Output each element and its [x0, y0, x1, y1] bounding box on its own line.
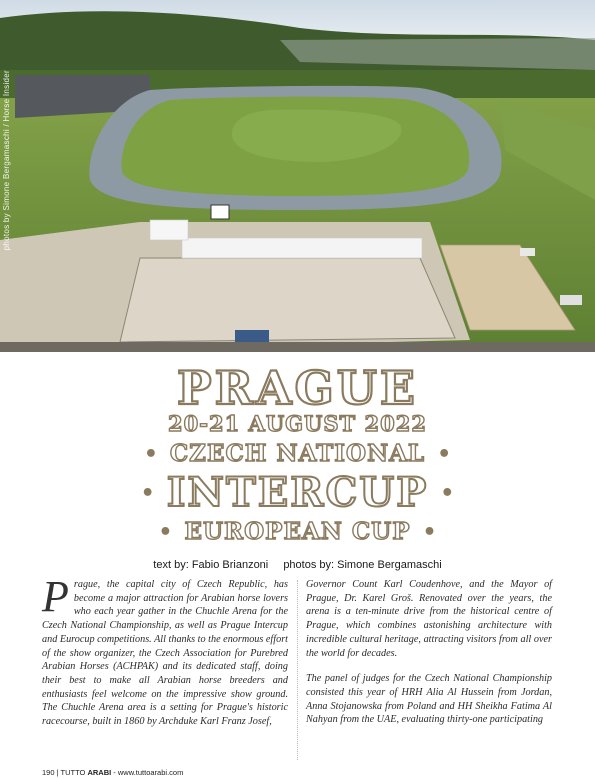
fence-bottom: [0, 342, 595, 352]
event-line-3: [0, 514, 595, 550]
truck: [520, 248, 535, 256]
show-arena: [120, 258, 455, 342]
page-footer: [42, 768, 183, 777]
bullet: •: [143, 441, 158, 467]
scoreboard: [211, 205, 229, 219]
bullet: •: [422, 519, 437, 545]
photos-credit: photos by: Simone Bergamaschi: [283, 559, 442, 571]
article-paragraph: Governor Count Karl Coudenhove, and the Mayor of Prague, Dr. Karel Groš. Renovated over the years, the arena is a ten-minute drive from the historical centre of Prague, which combines astonishing architecture with incredible cultural heritage, attracting visitors from all over the world for decades.: [306, 579, 552, 659]
magazine-brand: ARABI: [87, 768, 112, 777]
headline-city: PRAGUE: [177, 361, 418, 415]
article-column-right: [306, 578, 552, 739]
bullet: •: [158, 519, 173, 545]
event-czech-national: CZECH NATIONAL: [169, 440, 426, 467]
event-intercup: INTERCUP: [166, 469, 429, 516]
bullet: •: [440, 480, 455, 506]
article-paragraph: The panel of judges for the Czech National Championship consisted this year of HRH Alia Al Hussein from Jordan, Anna Stojanowska from Poland and HH Sheikha Fatima Al Nahyan from the UAE, evaluating thirty-one participating: [306, 673, 552, 726]
racecourse-photo: [0, 0, 595, 352]
drop-cap: P: [42, 572, 69, 621]
photo-credit: photos by Simone Bergamaschi / Horse Insider: [2, 70, 11, 251]
article-paragraph: [42, 572, 288, 729]
headline-block: [0, 362, 595, 550]
bullet: •: [140, 480, 155, 506]
article-body-left: rague, the capital city of Czech Republic, has become a major attraction for Arabian horse lovers who each year gather in the Chuchle Arena for the Czech National Championship, as well as Prague Intercup and Eurocup competitions. All thanks to the enormous effort of the show organizer, the Czech Association for Purebred Arabian Horses (ACHPAK) and its dedicated staff, doing their best to make all Arabian horse breeders and enthusiasts feel welcome on the impressive show ground. The Chuchle Arena area is a setting for Prague's historic racecourse, built in 1860 by Archduke Karl Franz Josef,: [42, 579, 288, 728]
byline: [0, 559, 595, 571]
tent-row: [182, 238, 422, 258]
event-european-cup: EUROPEAN CUP: [184, 518, 411, 545]
website-link[interactable]: - www.tuttoarabi.com: [113, 768, 184, 777]
white-tent: [150, 220, 188, 240]
headline-date: 20-21 AUGUST 2022: [168, 411, 427, 436]
column-divider: [297, 580, 298, 760]
page-number: 190 | TUTTO: [42, 768, 86, 777]
event-line-2: [0, 469, 595, 516]
bullet: •: [437, 441, 452, 467]
event-line-1: [0, 436, 595, 472]
text-credit: text by: Fabio Brianzoni: [153, 559, 269, 571]
article-column-left: [42, 572, 288, 741]
trailer: [560, 295, 582, 305]
racecourse-illustration: [0, 0, 595, 352]
